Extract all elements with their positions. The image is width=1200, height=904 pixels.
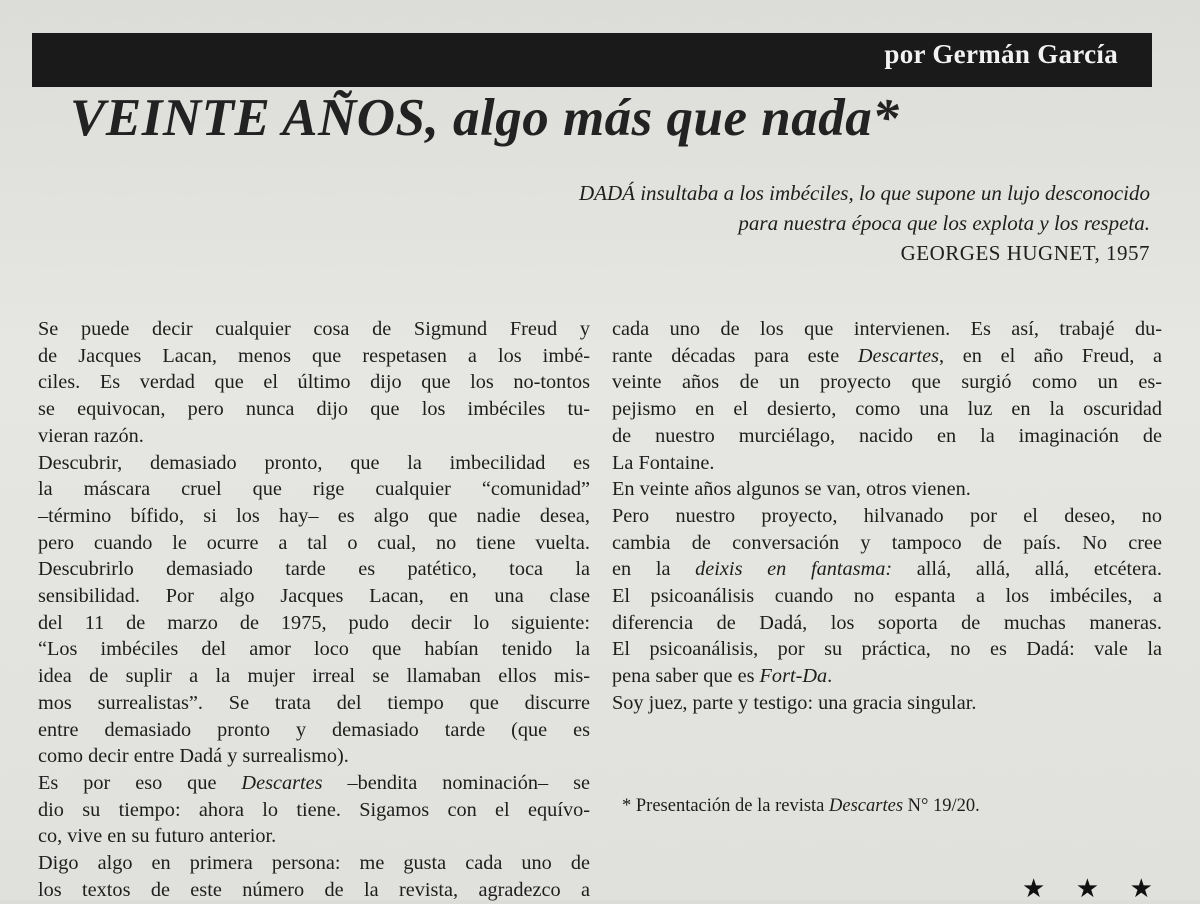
text-line bbox=[612, 503, 1162, 530]
italic-text: Descartes bbox=[857, 344, 940, 367]
text-line bbox=[38, 396, 590, 423]
text-line bbox=[38, 316, 590, 343]
text-line bbox=[38, 343, 590, 370]
text-line bbox=[38, 450, 590, 477]
text-line bbox=[612, 636, 1162, 663]
text-segment: Descubrirlo demasiado tarde es patético, toca la bbox=[38, 558, 590, 581]
text-segment: como decir entre Dadá y surrealismo). bbox=[38, 745, 349, 768]
italic-text: Fort-Da bbox=[759, 665, 828, 688]
text-line bbox=[612, 583, 1162, 610]
text-segment: cada uno de los que intervienen. Es así, trabajé du- bbox=[612, 318, 1162, 340]
text-segment: se equivocan, pero nunca dijo que los imbéciles tu- bbox=[38, 398, 590, 421]
text-segment: cambia de conversación y tampoco de país. No cree bbox=[612, 531, 1162, 554]
text-segment: Descubrir, demasiado pronto, que la imbecilidad es bbox=[38, 451, 590, 474]
text-segment: –término bífido, si los hay– es algo que nadie desea, bbox=[38, 504, 590, 527]
text-segment: Soy juez, parte y testigo: una gracia singular. bbox=[612, 691, 977, 714]
text-segment: allá, allá, allá, etcétera. bbox=[892, 558, 1162, 581]
text-line bbox=[38, 556, 590, 583]
epigraph-line: DADÁ insultaba a los imbéciles, lo que supone un lujo desconocido bbox=[578, 181, 1150, 205]
text-line bbox=[612, 316, 1162, 343]
text-segment: entre demasiado pronto y demasiado tarde (que es bbox=[38, 718, 590, 741]
footnote bbox=[622, 796, 980, 817]
left-column bbox=[38, 316, 590, 903]
text-line bbox=[612, 610, 1162, 637]
text-line bbox=[38, 797, 590, 824]
text-segment: El psicoanálisis, por su práctica, no es Dadá: vale la bbox=[612, 638, 1162, 661]
text-segment: de nuestro murciélago, nacido en la imaginación de bbox=[612, 424, 1162, 447]
text-segment: co, vive en su futuro anterior. bbox=[38, 825, 277, 848]
text-line bbox=[612, 369, 1162, 396]
text-segment: * Presentación de la revista bbox=[622, 796, 830, 816]
text-segment: vieran razón. bbox=[38, 424, 144, 447]
text-line bbox=[38, 423, 590, 450]
text-line bbox=[38, 743, 590, 770]
text-segment: diferencia de Dadá, los soporta de muchas maneras. bbox=[612, 611, 1162, 634]
text-line bbox=[612, 343, 1162, 370]
epigraph-author: GEORGES HUGNET, 1957 bbox=[900, 241, 1150, 265]
text-segment: –bendita nominación– se bbox=[322, 771, 590, 794]
text-segment: , en el año Freud, a bbox=[939, 344, 1162, 367]
text-segment: del 11 de marzo de 1975, pudo decir lo siguiente: bbox=[38, 611, 590, 634]
text-segment: sensibilidad. Por algo Jacques Lacan, en una clase bbox=[38, 585, 590, 608]
italic-text: Descartes bbox=[241, 771, 323, 794]
text-segment: Se puede decir cualquier cosa de Sigmund Freud y bbox=[38, 318, 590, 340]
text-segment: pejismo en el desierto, como una luz en la oscuridad bbox=[612, 398, 1162, 421]
text-line bbox=[612, 530, 1162, 557]
text-line bbox=[612, 690, 1162, 717]
italic-text: deixis en fantasma: bbox=[695, 558, 893, 581]
text-line bbox=[612, 556, 1162, 583]
text-line bbox=[38, 369, 590, 396]
text-line bbox=[38, 610, 590, 637]
text-line bbox=[612, 396, 1162, 423]
text-line bbox=[38, 530, 590, 557]
text-line bbox=[612, 663, 1162, 690]
text-segment: El psicoanálisis cuando no espanta a los imbéciles, a bbox=[612, 585, 1162, 608]
text-segment: N° 19/20. bbox=[903, 796, 980, 816]
text-segment: dio su tiempo: ahora lo tiene. Sigamos con el equívo- bbox=[38, 798, 590, 821]
text-line bbox=[38, 690, 590, 717]
article-title: VEINTE AÑOS, algo más que nada* bbox=[70, 89, 900, 147]
text-segment: pena saber que es bbox=[612, 665, 760, 688]
text-line bbox=[38, 663, 590, 690]
text-segment: Pero nuestro proyecto, hilvanado por el deseo, no bbox=[612, 504, 1162, 527]
text-segment: de Jacques Lacan, menos que respetasen a los imbé- bbox=[38, 344, 590, 367]
text-line bbox=[38, 823, 590, 850]
text-segment: La Fontaine. bbox=[612, 451, 715, 474]
text-segment: . bbox=[827, 665, 833, 688]
right-column bbox=[612, 316, 1162, 717]
text-line bbox=[38, 850, 590, 877]
text-segment: Es por eso que bbox=[38, 771, 242, 794]
text-line bbox=[612, 476, 1162, 503]
text-segment: mos surrealistas”. Se trata del tiempo que discurre bbox=[38, 691, 590, 714]
text-segment: Digo algo en primera persona: me gusta cada uno de bbox=[38, 852, 590, 875]
epigraph-line: para nuestra época que los explota y los respeta. bbox=[738, 211, 1150, 235]
text-line bbox=[612, 450, 1162, 477]
text-line bbox=[38, 877, 590, 904]
italic-text: Descartes bbox=[829, 796, 904, 816]
epigraph bbox=[579, 178, 1150, 268]
text-segment: En veinte años algunos se van, otros vienen. bbox=[612, 478, 971, 501]
byline: por Germán García bbox=[884, 39, 1118, 69]
text-segment: veinte años de un proyecto que surgió como un es- bbox=[612, 371, 1162, 394]
text-segment: en la bbox=[612, 558, 696, 581]
text-line bbox=[38, 770, 590, 797]
text-line bbox=[38, 717, 590, 744]
text-line bbox=[38, 583, 590, 610]
text-segment: los textos de este número de la revista, agradezco a bbox=[38, 878, 590, 901]
text-segment: la máscara cruel que rige cualquier “comunidad” bbox=[38, 478, 590, 501]
text-segment: “Los imbéciles del amor loco que habían tenido la bbox=[38, 638, 590, 661]
text-segment: rante décadas para este bbox=[612, 344, 858, 367]
text-line bbox=[612, 423, 1162, 450]
text-segment: idea de suplir a la mujer irreal se llamaban ellos mis- bbox=[38, 665, 590, 688]
text-segment: ciles. Es verdad que el último dijo que los no-tontos bbox=[38, 371, 590, 394]
text-segment: pero cuando le ocurre a tal o cual, no tiene vuelta. bbox=[38, 531, 590, 554]
text-line bbox=[38, 476, 590, 503]
ornament-stars: ★ ★ ★ bbox=[1022, 874, 1165, 903]
text-line bbox=[38, 636, 590, 663]
text-line bbox=[38, 503, 590, 530]
